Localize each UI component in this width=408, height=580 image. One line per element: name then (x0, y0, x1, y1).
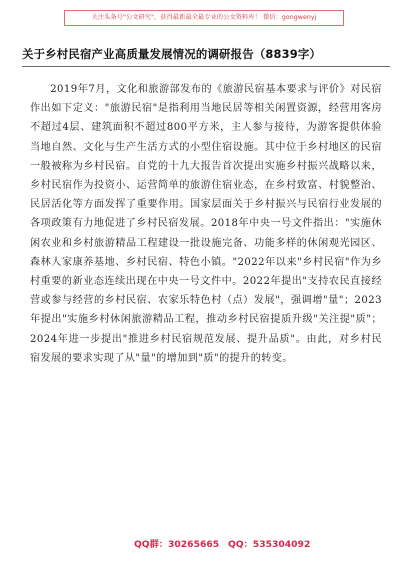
qq-group-text: QQ群：30265665 (134, 539, 220, 550)
document-body (30, 80, 382, 368)
body-paragraph: 2019年7月，文化和旅游部发布的《旅游民宿基本要求与评价》对民宿作出如下定义："旅游民宿"是指利用当地民居等相关闲置资源，经营用客房不超过4层、建筑面积不超过800平方米，主人参与接待，为游客提供体验当地自然、文化与生产生活方式的小型住宿设施。其中位于乡村地区的民宿一般被称为乡村民宿。自党的十九大报告首次提出实施乡村振兴战略以来，乡村民宿作为投资小、运营简单的旅游住宿业态，在乡村致富、村貌整治、民居活化等方面发挥了重要作用。国家层面关于乡村振兴与民宿行业发展的各项政策有力地促进了乡村民宿发展。2018年中央一号文件指出："实施休闲农业和乡村旅游精品工程建设一批设施完备、功能多样的休闲观光园区、森林人家康养基地、乡村民宿、特色小镇。"2022年以来"乡村民宿"作为乡村重要的新业态连续出现在中央一号文件中。2022年提出"支持农民直接经营或参与经营的乡村民宿、农家乐特色村（点）发展"，强调增"量"；2023年提出"实施乡村休闲旅游精品工程，推动乡村民宿提质升级"关注提"质"；2024年进一步提出"推进乡村民宿规范发展、提升品质"。由此，对乡村民宿发展的要求实现了从"量"的增加到"质"的提升的转变。 (30, 84, 382, 364)
title-underline (22, 46, 390, 67)
top-banner: 关注头条号"公文研究"，获得最新最全最专业的公文资料库！ 微信：gongwenyj (64, 10, 344, 26)
footer (0, 536, 408, 550)
qq-text: QQ：535304092 (228, 539, 311, 550)
document-title: 关于乡村民宿产业高质量发展情况的调研报告（8839字） (22, 47, 322, 61)
